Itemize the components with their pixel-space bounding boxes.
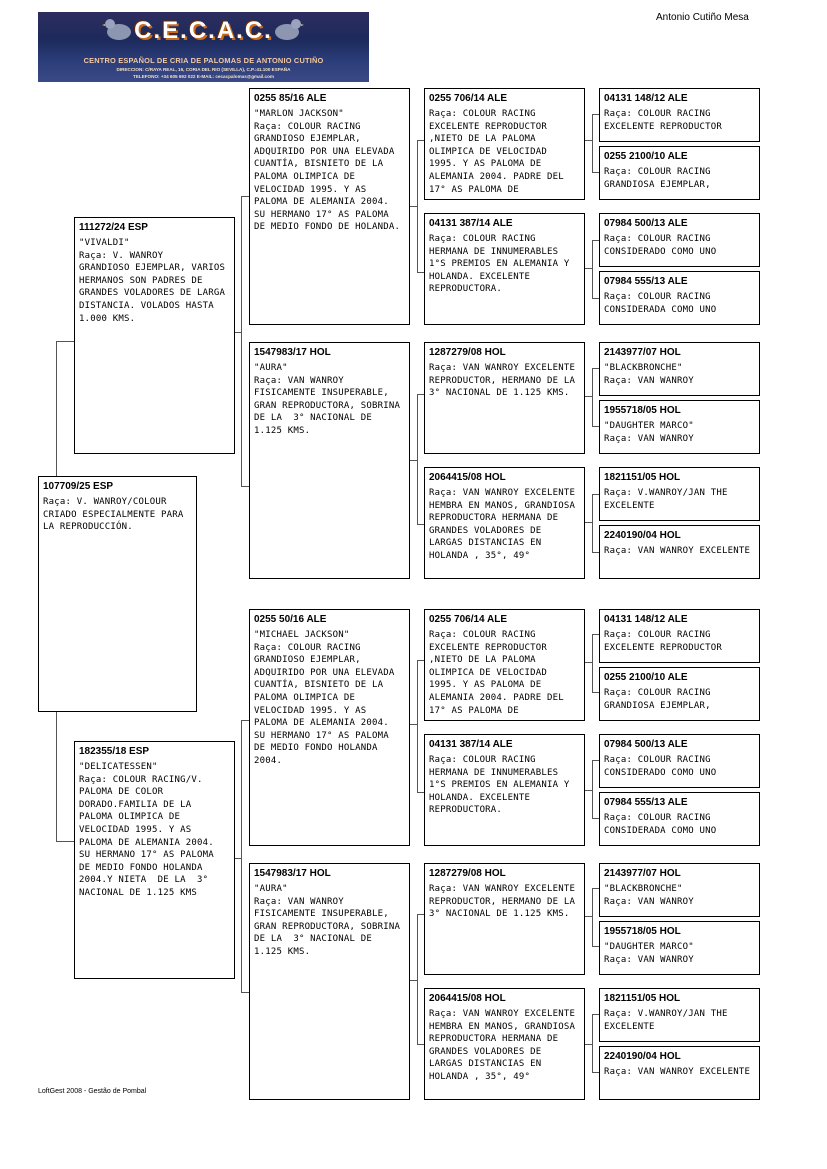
- bird-description: Raça: COLOUR RACING EXCELENTE REPRODUCTOR: [604, 630, 722, 653]
- pedigree-sire-dam: [249, 342, 410, 579]
- pedigree-ancestor-g4: [599, 146, 760, 200]
- ring-number: 111272/24 ESP: [79, 222, 148, 233]
- ring-number: 07984 500/13 ALE: [604, 739, 688, 750]
- pedigree-ancestor-g4: [599, 88, 760, 142]
- pedigree-ancestor-g3: [424, 342, 585, 454]
- pedigree-ancestor-g3: [424, 213, 585, 325]
- bird-description: Raça: COLOUR RACING GRANDIOSA EJEMPLAR,: [604, 167, 717, 190]
- bird-description: "DAUGHTER MARCO" Raça: VAN WANROY: [604, 942, 694, 965]
- ring-number: 1547983/17 HOL: [254, 868, 331, 879]
- bird-description: Raça: COLOUR RACING CONSIDERADA COMO UNO: [604, 292, 717, 315]
- ring-number: 1287279/08 HOL: [429, 347, 506, 358]
- bird-description: Raça: COLOUR RACING EXCELENTE REPRODUCTOR ,NIETO DE LA PALOMA OLIMPICA DE VELOCIDAD 1995. Y AS PALOMA DE ALEMANIA 2004. PADRE DEL 17° AS PALOMA DE: [429, 630, 576, 716]
- bird-description: Raça: V. WANROY/COLOUR CRIADO ESPECIALMENTE PARA LA REPRODUCCIÓN.: [43, 497, 190, 533]
- bird-description: Raça: COLOUR RACING CONSIDERADO COMO UNO: [604, 755, 717, 778]
- bird-description: "VIVALDI" Raça: V. WANROY GRANDIOSO EJEMPLAR, VARIOS HERMANOS SON PADRES DE GRANDES VOLADORES DE LARGA DISTANCIA. VOLADOS HASTA 1.000 KMS.: [79, 238, 226, 324]
- pedigree-ancestor-g3: [424, 609, 585, 721]
- ring-number: 0255 85/16 ALE: [254, 93, 327, 104]
- logo-address: DIRECCION: C/RAYA REAL, 16, CORIA DEL RIO (SEVILLA), C.P.:41.100 ESPAÑA: [116, 67, 291, 72]
- bird-description: "MARLON JACKSON" Raça: COLOUR RACING GRANDIOSO EJEMPLAR, ADQUIRIDO POR UNA ELEVADA CUANTÍA, BISNIETO DE LA PALOMA OLIMPICA DE VELOCIDAD 1995. Y AS PALOMA DE ALEMANIA 2004. SU HERMANO 17° AS PALOMA DE MEDIO FONDO DE HOLANDA.: [254, 109, 401, 233]
- bird-description: Raça: VAN WANROY EXCELENTE HEMBRA EN MANOS, GRANDIOSA REPRODUCTORA HERMANA DE GRANDES VOLADORES DE LARGAS DISTANCIAS EN HOLANDA , 35°, 49°: [429, 1009, 581, 1082]
- ring-number: 0255 706/14 ALE: [429, 614, 508, 625]
- logo-title: C.E.C.A.C.: [134, 17, 273, 44]
- pedigree-ancestor-g3: [424, 863, 585, 975]
- ring-number: 0255 2100/10 ALE: [604, 151, 688, 162]
- footer-credit: LoftGest 2008 - Gestão de Pombal: [38, 1088, 147, 1095]
- ring-number: 2143977/07 HOL: [604, 868, 681, 879]
- pedigree-ancestor-g4: [599, 271, 760, 325]
- pedigree-dam: [74, 741, 235, 979]
- bird-description: Raça: V.WANROY/JAN THE EXCELENTE: [604, 488, 734, 511]
- bird-description: Raça: VAN WANROY EXCELENTE HEMBRA EN MANOS, GRANDIOSA REPRODUCTORA HERMANA DE GRANDES VOLADORES DE LARGAS DISTANCIAS EN HOLANDA , 35°, 49°: [429, 488, 581, 561]
- bird-description: "MICHAEL JACKSON" Raça: COLOUR RACING GRANDIOSO EJEMPLAR, ADQUIRIDO POR UNA ELEVADA CUANTÍA, BISNIETO DE LA PALOMA OLIMPICA DE VELOCIDAD 1995. Y AS PALOMA DE ALEMANIA 2004. SU HERMANO 17° AS PALOMA DE MEDIO FONDO HOLANDA 2004.: [254, 630, 395, 766]
- pedigree-ancestor-g4: [599, 213, 760, 267]
- ring-number: 1955718/05 HOL: [604, 926, 681, 937]
- pedigree-ancestor-g4: [599, 342, 760, 396]
- ring-number: 1821151/05 HOL: [604, 993, 681, 1004]
- ring-number: 1955718/05 HOL: [604, 405, 681, 416]
- ring-number: 04131 148/12 ALE: [604, 93, 688, 104]
- ring-number: 07984 555/13 ALE: [604, 276, 688, 287]
- pedigree-ancestor-g4: [599, 609, 760, 663]
- ring-number: 0255 50/16 ALE: [254, 614, 327, 625]
- ring-number: 182355/18 ESP: [79, 746, 150, 757]
- owner-name: Antonio Cutiño Mesa: [656, 12, 749, 23]
- bird-description: Raça: COLOUR RACING CONSIDERADO COMO UNO: [604, 234, 717, 257]
- ring-number: 2064415/08 HOL: [429, 993, 506, 1004]
- cecac-logo: [38, 12, 369, 82]
- pedigree-sire: [74, 217, 235, 454]
- ring-number: 2240190/04 HOL: [604, 530, 681, 541]
- pedigree-sire-sire: [249, 88, 410, 325]
- pedigree-ancestor-g3: [424, 467, 585, 579]
- bird-description: "BLACKBRONCHE" Raça: VAN WANROY: [604, 363, 694, 386]
- pedigree-ancestor-g4: [599, 988, 760, 1042]
- bird-description: Raça: VAN WANROY EXCELENTE: [604, 1067, 751, 1077]
- ring-number: 2143977/07 HOL: [604, 347, 681, 358]
- ring-number: 2064415/08 HOL: [429, 472, 506, 483]
- ring-number: 07984 500/13 ALE: [604, 218, 688, 229]
- bird-description: Raça: COLOUR RACING CONSIDERADA COMO UNO: [604, 813, 717, 836]
- ring-number: 1547983/17 HOL: [254, 347, 331, 358]
- pedigree-ancestor-g3: [424, 88, 585, 200]
- bird-description: Raça: V.WANROY/JAN THE EXCELENTE: [604, 1009, 734, 1032]
- pedigree-ancestor-g4: [599, 400, 760, 454]
- ring-number: 107709/25 ESP: [43, 481, 114, 492]
- ring-number: 0255 2100/10 ALE: [604, 672, 688, 683]
- pedigree-ancestor-g3: [424, 988, 585, 1100]
- pedigree-dam-dam: [249, 863, 410, 1100]
- pedigree-ancestor-g4: [599, 467, 760, 521]
- bird-description: Raça: COLOUR RACING GRANDIOSA EJEMPLAR,: [604, 688, 717, 711]
- ring-number: 1287279/08 HOL: [429, 868, 506, 879]
- ring-number: 04131 148/12 ALE: [604, 614, 688, 625]
- ring-number: 04131 387/14 ALE: [429, 218, 513, 229]
- pedigree-subject: [38, 476, 197, 712]
- ring-number: 2240190/04 HOL: [604, 1051, 681, 1062]
- bird-description: Raça: COLOUR RACING EXCELENTE REPRODUCTOR: [604, 109, 722, 132]
- pedigree-ancestor-g4: [599, 921, 760, 975]
- bird-description: Raça: COLOUR RACING HERMANA DE INNUMERABLES 1°S PREMIOS EN ALEMANIA Y HOLANDA. EXCELENTE REPRODUCTORA.: [429, 234, 576, 295]
- logo-subtitle: CENTRO ESPAÑOL DE CRIA DE PALOMAS DE ANTONIO CUTIÑO: [83, 56, 324, 65]
- pedigree-ancestor-g4: [599, 863, 760, 917]
- pedigree-ancestor-g4: [599, 1046, 760, 1100]
- bird-description: "DELICATESSEN" Raça: COLOUR RACING/V. PALOMA DE COLOR DORADO.FAMILIA DE LA PALOMA OLIMPICA DE VELOCIDAD 1995. Y AS PALOMA DE ALEMANIA 2004. SU HERMANO 17° AS PALOMA DE MEDIO FONDO HOLANDA 2004.Y NIETA DE LA 3° NACIONAL DE 1.125 KMS: [79, 762, 214, 898]
- pedigree-ancestor-g4: [599, 792, 760, 846]
- ring-number: 0255 706/14 ALE: [429, 93, 508, 104]
- ring-number: 04131 387/14 ALE: [429, 739, 513, 750]
- ring-number: 1821151/05 HOL: [604, 472, 681, 483]
- logo-contact: TELEFONO: +34 605 692 022 E-MAIL: cecacpalomas@gmail.com: [133, 74, 274, 79]
- bird-description: "AURA" Raça: VAN WANROY FISICAMENTE INSUPERABLE, GRAN REPRODUCTORA, SOBRINA DE LA 3° NACIONAL DE 1.125 KMS.: [254, 884, 401, 957]
- pedigree-ancestor-g4: [599, 525, 760, 579]
- bird-description: Raça: VAN WANROY EXCELENTE: [604, 546, 751, 556]
- bird-description: "AURA" Raça: VAN WANROY FISICAMENTE INSUPERABLE, GRAN REPRODUCTORA, SOBRINA DE LA 3° NACIONAL DE 1.125 KMS.: [254, 363, 401, 436]
- pedigree-ancestor-g4: [599, 734, 760, 788]
- pedigree-dam-sire: [249, 609, 410, 846]
- ring-number: 07984 555/13 ALE: [604, 797, 688, 808]
- pedigree-ancestor-g4: [599, 667, 760, 721]
- bird-description: Raça: VAN WANROY EXCELENTE REPRODUCTOR, HERMANO DE LA 3° NACIONAL DE 1.125 KMS.: [429, 884, 581, 920]
- pedigree-ancestor-g3: [424, 734, 585, 846]
- bird-description: Raça: VAN WANROY EXCELENTE REPRODUCTOR, HERMANO DE LA 3° NACIONAL DE 1.125 KMS.: [429, 363, 581, 399]
- bird-description: Raça: COLOUR RACING HERMANA DE INNUMERABLES 1°S PREMIOS EN ALEMANIA Y HOLANDA. EXCELENTE REPRODUCTORA.: [429, 755, 576, 816]
- bird-description: "DAUGHTER MARCO" Raça: VAN WANROY: [604, 421, 694, 444]
- bird-description: Raça: COLOUR RACING EXCELENTE REPRODUCTOR ,NIETO DE LA PALOMA OLIMPICA DE VELOCIDAD 1995. Y AS PALOMA DE ALEMANIA 2004. PADRE DEL 17° AS PALOMA DE: [429, 109, 576, 195]
- bird-description: "BLACKBRONCHE" Raça: VAN WANROY: [604, 884, 694, 907]
